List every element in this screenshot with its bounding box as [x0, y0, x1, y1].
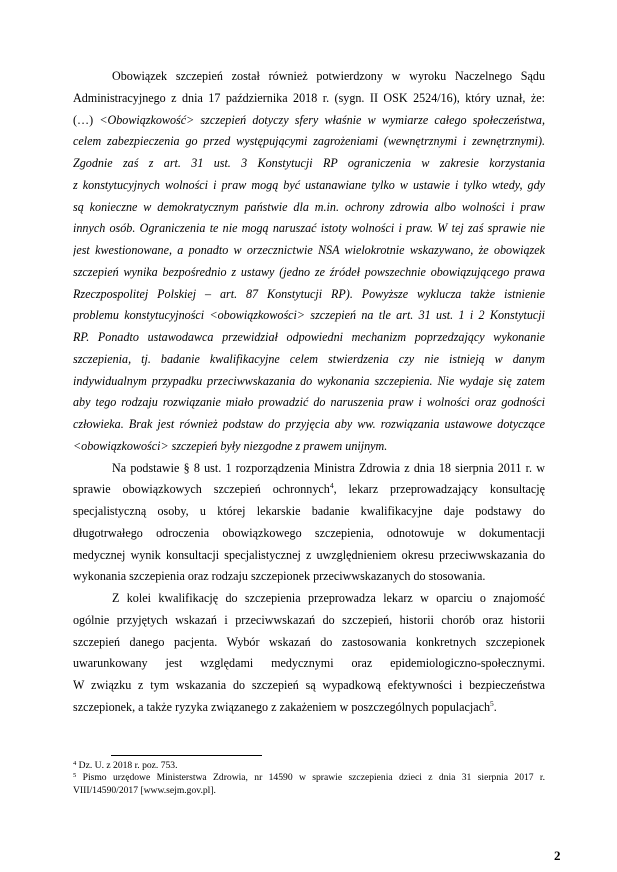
- italic-text: szczepienia, tj. badanie kwalifikacyjne celem stwierdzenia czy nie istnieją w danym: [73, 351, 545, 366]
- text-line: [73, 153, 545, 175]
- text-line: [73, 110, 545, 132]
- text-line: [73, 697, 545, 719]
- italic-text: RP. Ponadto ustawodawca przewidział odpowiedni mechanizm poprzedzający wykonanie: [73, 330, 545, 344]
- text: wykonania szczepienia oraz rodzaju szczepionek przeciwwskazanych do stosowania.: [73, 569, 486, 584]
- text-line: [73, 675, 545, 697]
- footnote-line: [73, 760, 545, 772]
- text: Administracyjnego z dnia 17 października 2018 r. (sygn. II OSK 2524/16), który uznał, że:: [73, 90, 545, 105]
- footnote: [73, 772, 545, 797]
- footnotes: [73, 760, 545, 797]
- footnote-text: VIII/14590/2017 [www.sejm.gov.pl].: [73, 784, 216, 796]
- footnote-number: 5: [73, 772, 77, 780]
- text: ogólnie przyjętych wskazań i przeciwwskazań do szczepień, historii chorób oraz historii: [73, 612, 545, 627]
- text: sprawie obowiązkowych szczepień ochronnych: [73, 482, 330, 497]
- text: Obowiązek szczepień został również potwierdzony w wyroku Naczelnego Sądu: [112, 69, 545, 83]
- text-line: [73, 371, 545, 393]
- text: specjalistyczną osoby, u której lekarskie badanie kwalifikacyjne daje podstawy do: [73, 504, 545, 518]
- text: Na podstawie § 8 ust. 1 rozporządzenia Ministra Zdrowia z dnia 18 sierpnia 2011 r. w: [112, 460, 545, 475]
- footnote-text: Dz. U. z 2018 r. poz. 753.: [78, 760, 178, 771]
- text-line: [73, 414, 545, 436]
- text: .: [493, 699, 497, 714]
- text-line: [73, 392, 545, 414]
- text-line: [73, 284, 545, 306]
- italic-text: <obowiązkowości> szczepień były niezgodne z prawem unijnym.: [73, 438, 388, 453]
- text: medycznej wynik konsultacji specjalistycznej z uwzględnieniem okresu przeciwwskazania do: [73, 547, 545, 562]
- text-line: [73, 523, 545, 545]
- text: długotrwałego odroczenia obowiązkowego szczepienia, odnotowuje w dokumentacji: [73, 525, 545, 540]
- paragraph: [73, 66, 545, 458]
- text-line: [73, 175, 545, 197]
- italic-text: Rzeczpospolitej Polskiej – art. 87 Konstytucji RP). Powyższe wyklucza także istnienie: [73, 286, 545, 301]
- italic-text: z konstytucyjnych wolności i praw mogą być ustanawiane tylko w ustawie i tylko wtedy, gdy: [73, 177, 545, 192]
- text: Z kolei kwalifikację do szczepienia przeprowadza lekarz w oparciu o znajomość: [112, 591, 545, 605]
- italic-text: Zgodnie zaś z art. 31 ust. 3 Konstytucji RP ograniczenia w zakresie korzystania: [73, 156, 545, 170]
- text-line: [73, 479, 545, 501]
- text-line: [73, 436, 545, 458]
- text-line: [73, 349, 545, 371]
- text-line: [73, 66, 545, 88]
- body-text: [73, 66, 545, 719]
- italic-text: aby tego rodzaju rozwiązanie miało prowadzić do naruszenia praw i wolności oraz godności: [73, 395, 545, 410]
- page-number: 2: [554, 848, 561, 863]
- footnote-line: [73, 785, 545, 797]
- text-line: [73, 545, 545, 567]
- text-line: [73, 218, 545, 240]
- text-line: [73, 131, 545, 153]
- italic-text: człowieka. Brak jest również podstaw do przyjęcia aby ww. rozwiązania ustawowe dotyczące: [73, 417, 545, 431]
- italic-text: problemu konstytucyjności <obowiązkowości> szczepień na tle art. 31 ust. 1 i 2 Konstytucji: [73, 308, 545, 323]
- text-line: [73, 610, 545, 632]
- text-line: [73, 262, 545, 284]
- text-line: [73, 588, 545, 610]
- italic-text: jest kwestionowane, a ponadto w orzecznictwie NSA wielokrotnie wskazywano, że obowiązek: [73, 243, 545, 257]
- text-line: [73, 632, 545, 654]
- footnote-reference: 5: [490, 698, 494, 708]
- text: szczepionek, a także ryzyka związanego z zakażeniem w poszczególnych populacjach: [73, 699, 491, 714]
- paragraph: [73, 458, 545, 589]
- footnote: [73, 760, 545, 772]
- text-line: [73, 305, 545, 327]
- italic-text: <Obowiązkowość> szczepień dotyczy sfery właśnie w wymiarze całego społeczeństwa,: [99, 112, 545, 127]
- text-line: [73, 240, 545, 262]
- text-line: [73, 501, 545, 523]
- italic-text: celem zabezpieczenia go przed występującymi zagrożeniami (wewnętrznymi i zewnętrznymi).: [73, 134, 545, 149]
- footnote-text: Pismo urzędowe Ministerstwa Zdrowia, nr 14590 w sprawie szczepienia dzieci z dnia 31 sierpnia 2017 r.: [82, 772, 545, 784]
- text: (…): [73, 112, 100, 127]
- footnote-reference: 4: [329, 481, 334, 491]
- italic-text: są konieczne w demokratycznym państwie dla m.in. ochrony zdrowia albo wolności i praw: [73, 199, 545, 214]
- text-line: [73, 653, 545, 675]
- footnote-separator: [111, 755, 262, 756]
- text-line: [73, 88, 545, 110]
- text-line: [73, 458, 545, 480]
- italic-text: szczepień wynika bezpośrednio z ustawy (jedno ze źródeł powszechnie obowiązującego prawa: [73, 264, 545, 279]
- footnote-line: [73, 772, 545, 784]
- text-line: [73, 197, 545, 219]
- text-line: [73, 327, 545, 349]
- italic-text: innych osób. Ograniczenia te nie mogą naruszać istoty wolności i praw. W tej zaś sprawie nie: [73, 221, 545, 236]
- footnote-number: 4: [73, 760, 77, 767]
- italic-text: indywidualnym przypadku przeciwwskazania do wykonania szczepienia. Nie wydaje się zatem: [73, 373, 545, 388]
- text: uwarunkowany jest względami medycznymi oraz epidemiologiczno-społecznymi.: [73, 656, 545, 671]
- paragraph: [73, 588, 545, 719]
- text: szczepień danego pacjenta. Wybór wskazań do zastosowania konkretnych szczepionek: [73, 634, 545, 649]
- text: W związku z tym wskazania do szczepień są wypadkową efektywności i bezpieczeństwa: [73, 678, 545, 692]
- text: , lekarz przeprowadzający konsultację: [333, 482, 545, 497]
- text-line: [73, 566, 545, 588]
